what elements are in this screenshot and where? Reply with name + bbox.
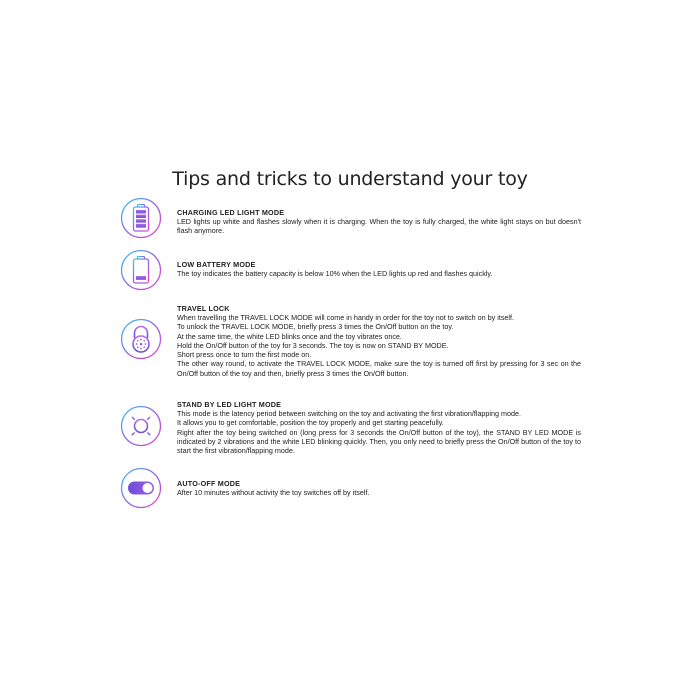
section-text: The toy indicates the battery capacity is below 10% when the LED lights up red and flashes quickly. [177, 269, 493, 278]
section-text: Hold the On/Off button of the toy for 3 seconds. The toy is now on STAND BY MODE. [177, 340, 449, 350]
battery-low-icon [120, 249, 162, 291]
section-text: When travelling the TRAVEL LOCK MODE will come in handy in order for the toy not to switch on by itself. [177, 313, 515, 322]
battery-full-icon [120, 197, 162, 239]
section-text: After 10 minutes without activity the toy switches off by itself. [177, 488, 370, 497]
section-text: LED lights up white and flashes slowly when it is charging. When the toy is fully charged, the white light stays on but doesn't flash anymore. [177, 217, 581, 236]
section-text: To unlock the TRAVEL LOCK MODE, briefly press 3 times the On/Off button on the toy. [177, 322, 454, 332]
section-text: The other way round, to activate the TRAVEL LOCK MODE, make sure the toy is turned off first by pressing for 3 sec on the On/Off button of the toy and then, briefly press 3 times the On/Off button. [177, 359, 581, 378]
standby-sun-icon [120, 405, 162, 447]
toggle-off-icon [120, 467, 162, 509]
section-heading: TRAVEL LOCK [177, 304, 230, 313]
section-text: This mode is the latency period between switching on the toy and activating the first vibration/flapping mode. [177, 409, 521, 418]
section-heading: LOW BATTERY MODE [177, 260, 256, 269]
section-heading: CHARGING LED LIGHT MODE [177, 208, 285, 217]
page-title: Tips and tricks to understand your toy [172, 168, 528, 190]
padlock-icon [120, 318, 162, 360]
section-text: Short press once to turn the first mode on. [177, 350, 312, 360]
section-text: At the same time, the white LED blinks once and the toy vibrates once. [177, 331, 402, 341]
section-heading: STAND BY LED LIGHT MODE [177, 400, 282, 409]
section-heading: AUTO-OFF MODE [177, 479, 241, 488]
section-text: Right after the toy being switched on (long press for 3 seconds the On/Off button of the toy), the STAND BY LED MODE is indicated by 2 vibrations and the white LED blinking quickly. Then, you only need to briefly press the On/Off button of the toy to start the first vibration/flapping mode. [177, 427, 581, 456]
section-text: It allows you to get comfortable, position the toy properly and get starting peacefully. [177, 418, 444, 428]
